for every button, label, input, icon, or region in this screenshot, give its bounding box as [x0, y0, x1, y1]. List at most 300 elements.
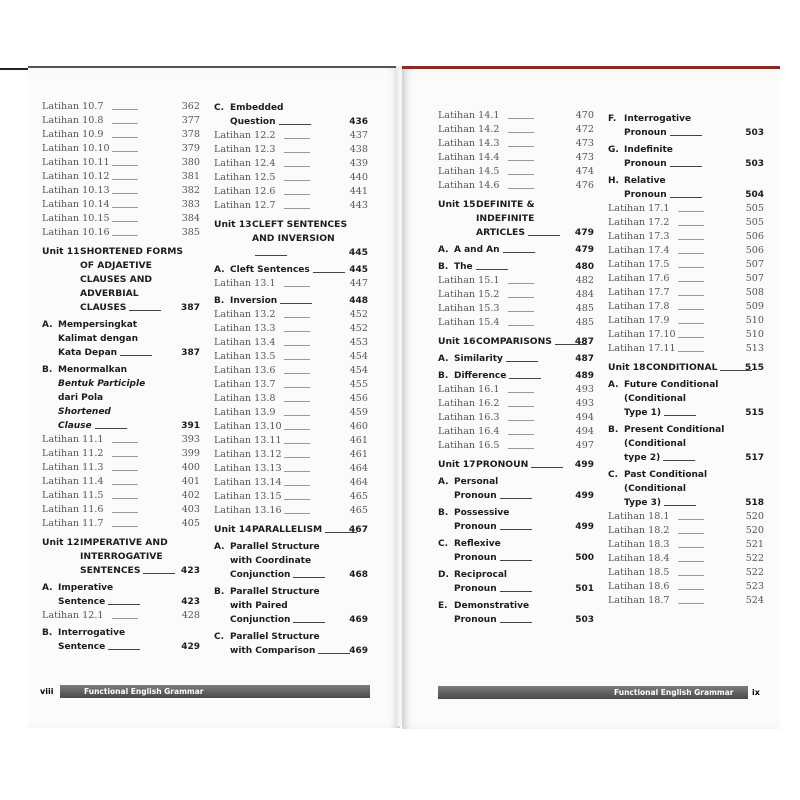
unit-title	[438, 198, 594, 240]
page-number: 399	[181, 448, 200, 459]
page-number: 455	[349, 379, 368, 390]
leader-line	[112, 517, 138, 527]
page-number: 383	[181, 199, 200, 210]
section-entry	[608, 174, 764, 202]
page-number: 469	[349, 646, 368, 656]
section-entry	[608, 143, 764, 171]
exercise-entry	[438, 274, 594, 288]
unit-title-line: IMPERATIVE AND	[80, 537, 168, 548]
unit-heading	[438, 458, 594, 472]
leader-line	[284, 143, 310, 153]
footer-bar	[438, 686, 748, 699]
leader-line	[112, 447, 138, 457]
leader-line	[670, 188, 702, 198]
unit-number: Unit 15	[438, 199, 476, 210]
exercise-title: Latihan 15.1	[438, 275, 500, 286]
section-title-line: with Coordinate	[230, 556, 312, 566]
section-title	[608, 468, 764, 510]
section-title-line: Pronoun	[454, 613, 594, 627]
exercise-title: Latihan 14.6	[438, 180, 500, 191]
leader-line	[279, 115, 311, 125]
section-title	[42, 581, 200, 609]
leader-line	[284, 434, 310, 444]
leader-line	[678, 524, 704, 534]
page-number: 515	[744, 362, 764, 373]
page-number: 380	[181, 157, 200, 168]
section-title-line: (Conditional	[624, 484, 686, 494]
exercise-entry	[214, 378, 368, 392]
section-letter: B.	[438, 508, 449, 518]
section-letter: F.	[608, 114, 617, 124]
exercise-entry	[608, 216, 764, 230]
section-title-line: Mempersingkat	[58, 320, 138, 330]
exercise-title: Latihan 18.1	[608, 511, 670, 522]
unit-title-line: SHORTENED FORMS	[80, 246, 184, 257]
page-number: 423	[180, 565, 200, 576]
page-number: 428	[181, 610, 200, 621]
section-title-line: Sentence	[58, 640, 200, 654]
page-number: 445	[349, 265, 368, 275]
section-entry	[438, 260, 594, 274]
toc-column-1	[42, 100, 200, 654]
page-number: 521	[745, 539, 764, 550]
page-number: 378	[181, 129, 200, 140]
unit-title-line: SENTENCES	[80, 564, 200, 578]
page-number: 473	[575, 152, 594, 163]
leader-line	[112, 128, 138, 138]
exercise-title: Latihan 18.2	[608, 525, 670, 536]
section-title-line: (Conditional	[624, 439, 686, 449]
section-entry	[608, 112, 764, 140]
section-letter: D.	[438, 570, 449, 580]
leader-line	[112, 184, 138, 194]
leader-line	[508, 165, 534, 175]
unit-title-line: CLAUSES	[80, 301, 200, 315]
section-title-line: Reflexive	[454, 539, 501, 549]
page-number: 487	[575, 354, 594, 364]
exercise-entry	[42, 609, 200, 623]
exercise-title: Latihan 10.12	[42, 171, 110, 182]
section-title-line: Difference	[454, 369, 594, 383]
exercise-entry	[438, 288, 594, 302]
page-number: 443	[349, 200, 368, 211]
leader-line	[508, 425, 534, 435]
page-number: 445	[348, 247, 368, 258]
unit-heading	[42, 536, 200, 578]
page-number: 494	[575, 426, 594, 437]
exercise-title: Latihan 12.3	[214, 144, 276, 155]
leader-line	[284, 462, 310, 472]
leader-line	[508, 302, 534, 312]
page-number: 461	[349, 449, 368, 460]
section-letter: C.	[438, 539, 449, 549]
exercise-entry	[608, 524, 764, 538]
section-title-line: Similarity	[454, 352, 594, 366]
exercise-entry	[608, 510, 764, 524]
page-number: 467	[348, 524, 368, 535]
leader-line	[531, 458, 563, 468]
unit-number: Unit 13	[214, 219, 252, 230]
section-entry	[438, 475, 594, 503]
unit-title-line: INDEFINITE	[476, 213, 535, 224]
exercise-entry	[42, 461, 200, 475]
page-number: 508	[745, 287, 764, 298]
section-title-line: with Paired	[230, 601, 288, 611]
page-number: 464	[349, 463, 368, 474]
leader-line	[112, 100, 138, 110]
section-title-line: Demonstrative	[454, 601, 530, 611]
section-letter: B.	[214, 587, 225, 597]
section-letter: A.	[42, 583, 53, 593]
exercise-entry	[608, 538, 764, 552]
exercise-entry	[608, 230, 764, 244]
section-title	[438, 568, 594, 596]
section-title-line: Indefinite	[624, 145, 673, 155]
leader-line	[284, 322, 310, 332]
page-number: 387	[181, 348, 200, 358]
exercise-entry	[42, 170, 200, 184]
page-number: 480	[575, 262, 594, 272]
page-number: 460	[349, 421, 368, 432]
exercise-entry	[608, 314, 764, 328]
footer-right	[438, 686, 768, 699]
page-number: 454	[349, 365, 368, 376]
leader-line	[670, 126, 702, 136]
leader-line	[678, 258, 704, 268]
toc-column-4	[608, 109, 764, 608]
exercise-title: Latihan 13.10	[214, 421, 282, 432]
leader-line	[500, 551, 532, 561]
leader-line	[112, 461, 138, 471]
exercise-title: Latihan 10.14	[42, 199, 110, 210]
section-entry	[438, 537, 594, 565]
exercise-entry	[438, 109, 594, 123]
page-number: 400	[181, 462, 200, 473]
section-title-line: Bentuk Participle	[58, 379, 146, 389]
page-number: 436	[349, 117, 368, 127]
section-title	[608, 423, 764, 465]
exercise-entry	[438, 151, 594, 165]
exercise-entry	[42, 184, 200, 198]
unit-title-line: DEFINITE &	[476, 199, 535, 210]
exercise-entry	[438, 123, 594, 137]
exercise-title: Latihan 13.13	[214, 463, 282, 474]
leader-line	[284, 476, 310, 486]
page-number: 362	[181, 101, 200, 112]
exercise-title: Latihan 15.3	[438, 303, 500, 314]
unit-title	[438, 335, 594, 349]
leader-line	[284, 392, 310, 402]
section-title	[214, 540, 368, 582]
exercise-entry	[42, 198, 200, 212]
unit-title	[214, 218, 368, 260]
section-title-line: Interrogative	[624, 114, 692, 124]
page-number: 381	[181, 171, 200, 182]
section-title-line: Shortened	[58, 407, 111, 417]
page-number: 437	[349, 130, 368, 141]
exercise-title: Latihan 17.2	[608, 217, 670, 228]
section-title-line: The	[454, 260, 594, 274]
leader-line	[284, 490, 310, 500]
exercise-title: Latihan 13.2	[214, 309, 276, 320]
leader-line	[508, 151, 534, 161]
leader-line	[112, 156, 138, 166]
unit-title	[42, 245, 200, 315]
page-number: 509	[745, 301, 764, 312]
leader-line	[293, 568, 325, 578]
page-number: 520	[745, 511, 764, 522]
section-letter: A.	[42, 320, 53, 330]
leader-line	[678, 300, 704, 310]
page-number: 453	[349, 337, 368, 348]
section-letter: A.	[438, 245, 449, 255]
section-title-line: Pronoun	[454, 551, 594, 565]
exercise-entry	[608, 286, 764, 300]
section-title-line: Sentence	[58, 595, 200, 609]
exercise-title: Latihan 11.1	[42, 434, 104, 445]
section-letter: C.	[608, 470, 619, 480]
page-number: 522	[745, 567, 764, 578]
leader-line	[678, 552, 704, 562]
unit-title-line: CONDITIONAL	[646, 361, 764, 375]
page-number: 402	[181, 490, 200, 501]
leader-line	[95, 419, 127, 429]
leader-line	[508, 397, 534, 407]
leader-line	[678, 538, 704, 548]
page-number: 485	[575, 303, 594, 314]
section-title-line: Possessive	[454, 508, 510, 518]
section-entry	[214, 630, 368, 658]
leader-line	[509, 369, 541, 379]
section-title-line: Interrogative	[58, 628, 126, 638]
page-number: 464	[349, 477, 368, 488]
exercise-title: Latihan 16.3	[438, 412, 500, 423]
page-number: 485	[575, 317, 594, 328]
section-title	[438, 537, 594, 565]
section-entry	[608, 468, 764, 510]
leader-line	[500, 489, 532, 499]
section-entry	[438, 243, 594, 257]
exercise-title: Latihan 13.16	[214, 505, 282, 516]
unit-number: Unit 14	[214, 524, 252, 535]
section-title-line: Pronoun	[624, 188, 764, 202]
page-number: 499	[575, 522, 594, 532]
leader-line	[670, 157, 702, 167]
exercise-title: Latihan 14.3	[438, 138, 500, 149]
unit-heading	[214, 218, 368, 260]
leader-line	[284, 129, 310, 139]
section-title	[438, 260, 594, 274]
page-number: 452	[349, 309, 368, 320]
page-number: 472	[575, 124, 594, 135]
leader-line	[506, 352, 538, 362]
section-title-line: Kata Depan	[58, 346, 200, 360]
exercise-title: Latihan 17.11	[608, 343, 676, 354]
page-number: 504	[745, 190, 764, 200]
leader-line	[284, 350, 310, 360]
toc-column-2	[214, 98, 368, 658]
page-number: 506	[745, 245, 764, 256]
page-number: 385	[181, 227, 200, 238]
page-number: 503	[745, 159, 764, 169]
section-letter: B.	[42, 628, 53, 638]
section-title	[42, 626, 200, 654]
leader-line	[112, 475, 138, 485]
exercise-title: Latihan 17.7	[608, 287, 670, 298]
page-number: 479	[574, 227, 594, 238]
exercise-entry	[214, 129, 368, 143]
page-number: 448	[349, 296, 368, 306]
leader-line	[508, 179, 534, 189]
exercise-title: Latihan 13.1	[214, 278, 276, 289]
leader-line	[112, 489, 138, 499]
section-title-line: (Conditional	[624, 394, 686, 404]
left-page	[28, 66, 400, 728]
leader-line	[112, 226, 138, 236]
section-entry	[438, 369, 594, 383]
section-title	[438, 352, 594, 366]
exercise-title: Latihan 15.4	[438, 317, 500, 328]
leader-line	[508, 274, 534, 284]
section-letter: A.	[214, 542, 225, 552]
right-page	[402, 66, 780, 729]
exercise-title: Latihan 17.3	[608, 231, 670, 242]
section-entry	[608, 378, 764, 420]
leader-line	[120, 346, 152, 356]
section-letter: H.	[608, 176, 619, 186]
leader-line	[112, 433, 138, 443]
leader-line	[284, 308, 310, 318]
leader-line	[284, 448, 310, 458]
section-letter: C.	[214, 632, 225, 642]
exercise-entry	[438, 383, 594, 397]
leader-line	[284, 185, 310, 195]
exercise-title: Latihan 12.4	[214, 158, 276, 169]
unit-title	[214, 523, 368, 537]
section-title-line: Present Conditional	[624, 425, 725, 435]
exercise-entry	[608, 580, 764, 594]
open-book	[28, 66, 780, 726]
exercise-entry	[42, 156, 200, 170]
unit-heading	[42, 245, 200, 315]
page-number: 499	[574, 459, 594, 470]
unit-title-line: CLEFT SENTENCES	[252, 219, 348, 230]
page-number: 377	[181, 115, 200, 126]
leader-line	[284, 199, 310, 209]
unit-title-line: ADVERBIAL	[80, 288, 139, 299]
unit-title-line: INTERROGATIVE	[80, 551, 163, 562]
exercise-title: Latihan 18.7	[608, 595, 670, 606]
section-title-line: Conjunction	[230, 568, 368, 582]
toc-column-3	[438, 109, 594, 627]
section-title	[438, 243, 594, 257]
page-number: 517	[745, 453, 764, 463]
section-entry	[42, 626, 200, 654]
section-title-line: Inversion	[230, 294, 368, 308]
exercise-entry	[214, 171, 368, 185]
section-letter: A.	[438, 354, 449, 364]
exercise-title: Latihan 13.11	[214, 435, 282, 446]
exercise-entry	[214, 434, 368, 448]
unit-number: Unit 11	[42, 246, 80, 257]
exercise-title: Latihan 16.2	[438, 398, 500, 409]
exercise-entry	[608, 552, 764, 566]
leader-line	[284, 504, 310, 514]
exercise-entry	[608, 300, 764, 314]
leader-line	[508, 411, 534, 421]
page-number: 518	[745, 498, 764, 508]
leader-line	[284, 277, 310, 287]
page-number: 440	[349, 172, 368, 183]
page-number: 499	[575, 491, 594, 501]
leader-line	[678, 566, 704, 576]
exercise-title: Latihan 11.4	[42, 476, 104, 487]
section-title	[438, 369, 594, 383]
page-number: 438	[349, 144, 368, 155]
exercise-title: Latihan 11.6	[42, 504, 104, 515]
exercise-title: Latihan 17.5	[608, 259, 670, 270]
exercise-title: Latihan 18.4	[608, 553, 670, 564]
leader-line	[313, 263, 345, 273]
section-entry	[214, 585, 368, 627]
exercise-title: Latihan 11.3	[42, 462, 104, 473]
section-entry	[438, 599, 594, 627]
exercise-entry	[438, 397, 594, 411]
unit-title	[42, 536, 200, 578]
page-number: 379	[181, 143, 200, 154]
exercise-entry	[214, 157, 368, 171]
exercise-entry	[214, 143, 368, 157]
unit-title-line: ARTICLES	[476, 226, 594, 240]
section-title	[438, 506, 594, 534]
page-number: 403	[181, 504, 200, 515]
leader-line	[678, 594, 704, 604]
section-entry	[608, 423, 764, 465]
page-number: 489	[575, 371, 594, 381]
section-title-line: Reciprocal	[454, 570, 508, 580]
leader-line	[293, 613, 325, 623]
leader-line	[508, 109, 534, 119]
unit-number: Unit 18	[608, 362, 646, 373]
section-entry	[214, 263, 368, 277]
leader-line	[284, 364, 310, 374]
leader-line	[663, 451, 695, 461]
section-title-line: Future Conditional	[624, 380, 719, 390]
exercise-title: Latihan 13.4	[214, 337, 276, 348]
page-number: 454	[349, 351, 368, 362]
page-number: 523	[745, 581, 764, 592]
leader-line	[112, 212, 138, 222]
exercise-entry	[214, 406, 368, 420]
page-number: 465	[349, 491, 368, 502]
page-number: 501	[575, 584, 594, 594]
leader-line	[508, 123, 534, 133]
exercise-entry	[42, 226, 200, 240]
exercise-entry	[608, 566, 764, 580]
exercise-title: Latihan 17.10	[608, 329, 676, 340]
exercise-entry	[214, 308, 368, 322]
exercise-title: Latihan 16.4	[438, 426, 500, 437]
exercise-title: Latihan 15.2	[438, 289, 500, 300]
exercise-entry	[608, 244, 764, 258]
leader-line	[129, 301, 161, 311]
section-title	[608, 378, 764, 420]
unit-number: Unit 17	[438, 459, 476, 470]
page-number: 447	[349, 278, 368, 289]
exercise-title: Latihan 14.1	[438, 110, 500, 121]
page-number: 487	[574, 336, 594, 347]
page-number: 503	[575, 615, 594, 625]
